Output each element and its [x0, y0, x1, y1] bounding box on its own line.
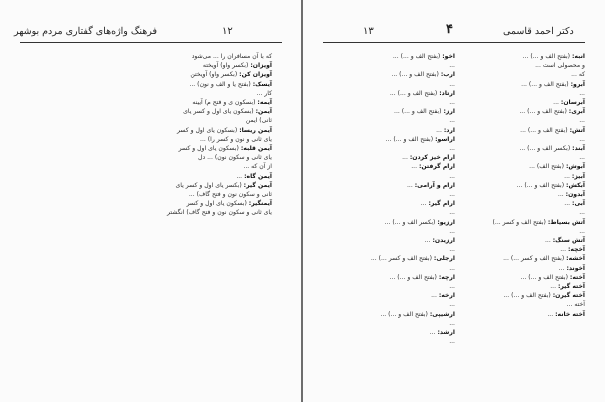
entry-headword: آخته گیرن: [552, 292, 585, 300]
entry-headword: ارزیو: [437, 218, 455, 226]
entry-definition: (بفتح الف و ...) ... [389, 273, 439, 281]
dictionary-entry-line: آخته ... [566, 301, 585, 309]
entry-definition: ... [550, 283, 558, 291]
dictionary-entry-line: ... [449, 99, 455, 107]
entry-headword: آیمن ریسا: [239, 126, 272, 134]
dictionary-entry-line [96, 126, 272, 135]
entry-headword: آبکش: [566, 181, 585, 189]
dictionary-entry-line [96, 70, 272, 79]
dictionary-entry-line: ... [579, 135, 585, 143]
dictionary-entry-line: ثانی) ایمن [245, 117, 272, 125]
right-page [303, 0, 605, 402]
entry-headword: آتش: [569, 126, 585, 134]
entry-definition: ... [436, 126, 444, 134]
entry-definition: (بفتح الف و ...) ... [394, 108, 444, 116]
dictionary-entry-line [463, 254, 585, 263]
entry-definition: (بفتح الف و ...) ... [522, 53, 572, 60]
entry-definition: (بکسر واو) آویخته [202, 62, 251, 70]
entry-headword: ارام گیر: [428, 200, 455, 208]
dictionary-entry-line: یای ثانی و نون و کسر را) ... [200, 135, 272, 143]
entry-headword: آیمه: [257, 99, 272, 107]
dictionary-entry-line [96, 98, 272, 107]
dictionary-entry-line: ... [449, 246, 455, 254]
dictionary-entry-line [96, 181, 272, 190]
dictionary-entry-line [463, 107, 585, 116]
dictionary-entry-line: ... [449, 283, 455, 291]
dictionary-entry-line: ... [449, 264, 455, 272]
left-page-number: ۱۲ [222, 26, 233, 37]
dictionary-entry-line: که ... [571, 71, 585, 79]
entry-headword: آتش سنگ: [552, 237, 585, 245]
left-page-running-title: فرهنگ واژه‌های گفتاری مردم بوشهر [14, 26, 158, 37]
dictionary-entry-line [463, 273, 585, 282]
entry-headword: آبی: [572, 200, 585, 208]
entry-definition: (بفتح الف) ... [529, 163, 566, 171]
dictionary-entry-line [333, 135, 455, 144]
entry-definition: (بفتح الف و ...) ... [380, 310, 430, 318]
entry-definition: (بکسر الف و ...) ... [519, 145, 573, 153]
dictionary-entry-line: ... [579, 89, 585, 97]
dictionary-entry-line [333, 291, 455, 300]
entry-definition: ... [547, 310, 556, 318]
entry-headword: آیمن گیر: [243, 181, 272, 189]
dictionary-entry-line: ... [449, 209, 455, 217]
dictionary-entry-line: ثانی و سکون نون و فتح گاف) ... [188, 191, 272, 199]
entry-headword: ارجلی: [433, 255, 455, 263]
entry-headword: انبه: [572, 53, 585, 60]
dictionary-entry-line: ... [449, 227, 455, 235]
entry-headword: اراسو: [435, 135, 455, 143]
dictionary-entry-line: کار ... [256, 89, 272, 97]
entry-definition: ... [431, 292, 439, 300]
entry-definition: (بفتح الف و ...) ... [391, 71, 441, 79]
dictionary-entry-line [463, 310, 585, 319]
entry-definition: ... [564, 200, 573, 208]
entry-definition: (بفتح الف و کسر ...) ... [503, 255, 567, 263]
dictionary-entry-line [96, 144, 272, 153]
dictionary-entry-line [96, 172, 272, 181]
dictionary-entry-line [333, 199, 455, 208]
entry-headword: آویزان کن: [239, 71, 272, 79]
entry-definition: ... [429, 329, 438, 337]
dictionary-entry-line: ... [579, 117, 585, 125]
right-page-header-rule [323, 42, 585, 43]
entry-definition: (بفتح الف و ...) ... [389, 89, 440, 97]
entry-definition: ... [560, 246, 568, 254]
entry-headword: آبری: [568, 108, 585, 116]
entry-headword: آیمنگیر: [248, 200, 272, 208]
dictionary-entry-line [333, 328, 455, 337]
entry-definition: (بفتح الف و ...) ... [392, 53, 443, 60]
dictionary-entry-line: یای ثانی و سکون نون و فتح گاف) انگشتر [167, 209, 272, 217]
dictionary-entry-line: ... [579, 227, 585, 235]
dictionary-entry-line: ... [449, 319, 455, 327]
entry-headword: آخشه: [566, 255, 585, 263]
right-page-number: ۱۳ [363, 26, 374, 37]
dictionary-entry-line [463, 190, 585, 199]
entry-definition: ... [402, 154, 410, 162]
dictionary-entry-line [463, 98, 585, 107]
right-page-running-author: دکتر احمد قاسمی [503, 26, 574, 37]
entry-definition: ... [544, 237, 553, 245]
entry-headword: آبدون: [565, 191, 585, 199]
dictionary-entry-line [463, 218, 585, 227]
dictionary-entry-line [463, 80, 585, 89]
entry-headword: آبرو: [570, 80, 585, 88]
dictionary-entry-line: ... [449, 338, 455, 346]
entry-definition: (بفتح الف و ...) ... [520, 273, 570, 281]
entry-definition: ... [557, 191, 566, 199]
dictionary-entry-line: ... [449, 191, 455, 199]
entry-definition: (بکسر الف و ...) ... [384, 218, 438, 226]
right-page-column-a [463, 52, 585, 319]
dictionary-entry-line: ... [449, 301, 455, 309]
entry-headword: آخوند: [566, 264, 585, 272]
dictionary-entry-line [333, 310, 455, 319]
entry-headword: آیمن گاه: [244, 172, 272, 180]
entry-definition: (بسکون ی و فتح م) آیینه [192, 99, 258, 107]
entry-definition: (بفتح الف و ...) ... [385, 135, 436, 143]
dictionary-entry-line [333, 254, 455, 263]
dictionary-entry-line [333, 273, 455, 282]
right-page-mark: ۴ [446, 22, 453, 37]
entry-headword: آیمن قلبه: [240, 145, 272, 153]
entry-headword: ارام خیز کردن: [409, 154, 455, 162]
dictionary-entry-line: ... [449, 62, 455, 70]
dictionary-entry-line: ... [579, 209, 585, 217]
entry-headword: آیمن: [255, 108, 272, 116]
entry-definition: (بفتح الف و ...) ... [516, 181, 567, 189]
dictionary-entry-line [463, 181, 585, 190]
dictionary-entry-line [333, 153, 455, 162]
entry-headword: ارچه: [438, 273, 455, 281]
dictionary-entry-line [96, 107, 272, 116]
dictionary-entry-line [463, 199, 585, 208]
dictionary-entry-line: یای ثانی و سکون نون) ... دل [198, 154, 272, 162]
entry-headword: ارام و آرامی: [414, 181, 455, 189]
dictionary-entry-line [463, 126, 585, 135]
right-page-column-b [333, 52, 455, 347]
entry-definition: (بفتح الف و ...) ... [503, 292, 553, 300]
dictionary-entry-line [333, 107, 455, 116]
entry-headword: ارشیپی: [429, 310, 455, 318]
dictionary-entry-line [463, 162, 585, 171]
entry-definition: (بفتح الف و ...) ... [521, 80, 571, 88]
dictionary-entry-line: ... [449, 117, 455, 125]
dictionary-entry-line [463, 245, 585, 254]
dictionary-entry-line: که با آن مسافران را ... می‌شود [191, 53, 272, 60]
entry-definition: (بکسر یای اول و کسر یای [175, 181, 244, 189]
dictionary-entry-line [463, 291, 585, 300]
dictionary-entry-line: و محصولی است ... [535, 62, 585, 70]
dictionary-entry-line [333, 70, 455, 79]
entry-headword: ارشد: [437, 329, 455, 337]
dictionary-entry-line [333, 236, 455, 245]
entry-definition: ... [558, 264, 567, 272]
entry-definition: (بفتح الف و ...) ... [519, 108, 569, 116]
entry-headword: ارتاد: [439, 89, 455, 97]
entry-headword: آبوش: [565, 163, 585, 171]
dictionary-entry-line [333, 89, 455, 98]
dictionary-entry-line [463, 282, 585, 291]
entry-headword: آخته گیر: [557, 283, 585, 291]
entry-definition: (بفتح الف و ...) ... [520, 126, 570, 134]
dictionary-entry-line [96, 199, 272, 208]
dictionary-entry-line [463, 236, 585, 245]
entry-definition: ... [553, 99, 561, 107]
entry-definition: ... [411, 163, 419, 171]
left-page-entries [96, 52, 272, 218]
entry-definition: (بکسر واو) آویختن [190, 71, 240, 79]
entry-headword: آخته: [569, 273, 585, 281]
dictionary-entry-line [333, 52, 455, 61]
dictionary-entry-line [96, 61, 272, 70]
entry-definition: ... [236, 172, 245, 180]
entry-definition: ... [564, 172, 572, 180]
dictionary-entry-line: ... [449, 145, 455, 153]
entry-headword: ارام گرفتن: [418, 163, 455, 171]
dictionary-entry-line [463, 172, 585, 181]
entry-headword: آخچه: [567, 246, 585, 254]
entry-definition: (بفتح الف و کسر ...) ... [370, 255, 434, 263]
entry-headword: آبرسان: [560, 99, 585, 107]
entry-definition: (بسکون یای اول و کسر [176, 126, 240, 134]
entry-headword: آخته خانه: [555, 310, 585, 318]
dictionary-entry-line [333, 126, 455, 135]
entry-headword: ارخه: [438, 292, 455, 300]
entry-headword: آبیز: [571, 172, 585, 180]
entry-definition: (بسکون یای اول و کسر [178, 145, 241, 153]
entry-definition: (بفتح الف و کسر ...) [492, 218, 548, 226]
entry-headword: آبند: [572, 145, 585, 153]
entry-definition: ... [420, 200, 429, 208]
dictionary-entry-line [463, 52, 585, 61]
dictionary-entry-line [333, 181, 455, 190]
entry-headword: آتش بسیاط: [547, 218, 585, 226]
entry-definition: ... [424, 237, 433, 245]
entry-headword: اخو: [442, 53, 455, 60]
dictionary-entry-line [463, 264, 585, 273]
entry-headword: ارز: [443, 108, 455, 116]
entry-headword: آویزان: [250, 62, 272, 70]
left-page-header-rule [20, 42, 282, 43]
dictionary-entry-line: ... [449, 80, 455, 88]
entry-definition: (بفتح یا و الف و نون) ... [189, 80, 253, 88]
dictionary-entry-line: ... [579, 154, 585, 162]
entry-definition: ... [407, 181, 415, 189]
entry-headword: آیسک: [252, 80, 272, 88]
dictionary-entry-line: از آن که ... [243, 163, 272, 171]
dictionary-entry-line [96, 80, 272, 89]
left-page [0, 0, 302, 402]
dictionary-entry-line [333, 218, 455, 227]
entry-definition: (بسکون یای اول و کسر [186, 200, 249, 208]
entry-headword: ارزیدن: [432, 237, 455, 245]
dictionary-entry-line [333, 162, 455, 171]
entry-definition: (بسکون یای اول و کسر یای [183, 108, 256, 116]
entry-headword: ارد: [443, 126, 455, 134]
entry-headword: ارب: [440, 71, 455, 79]
dictionary-entry-line: ... [449, 172, 455, 180]
dictionary-entry-line [463, 144, 585, 153]
